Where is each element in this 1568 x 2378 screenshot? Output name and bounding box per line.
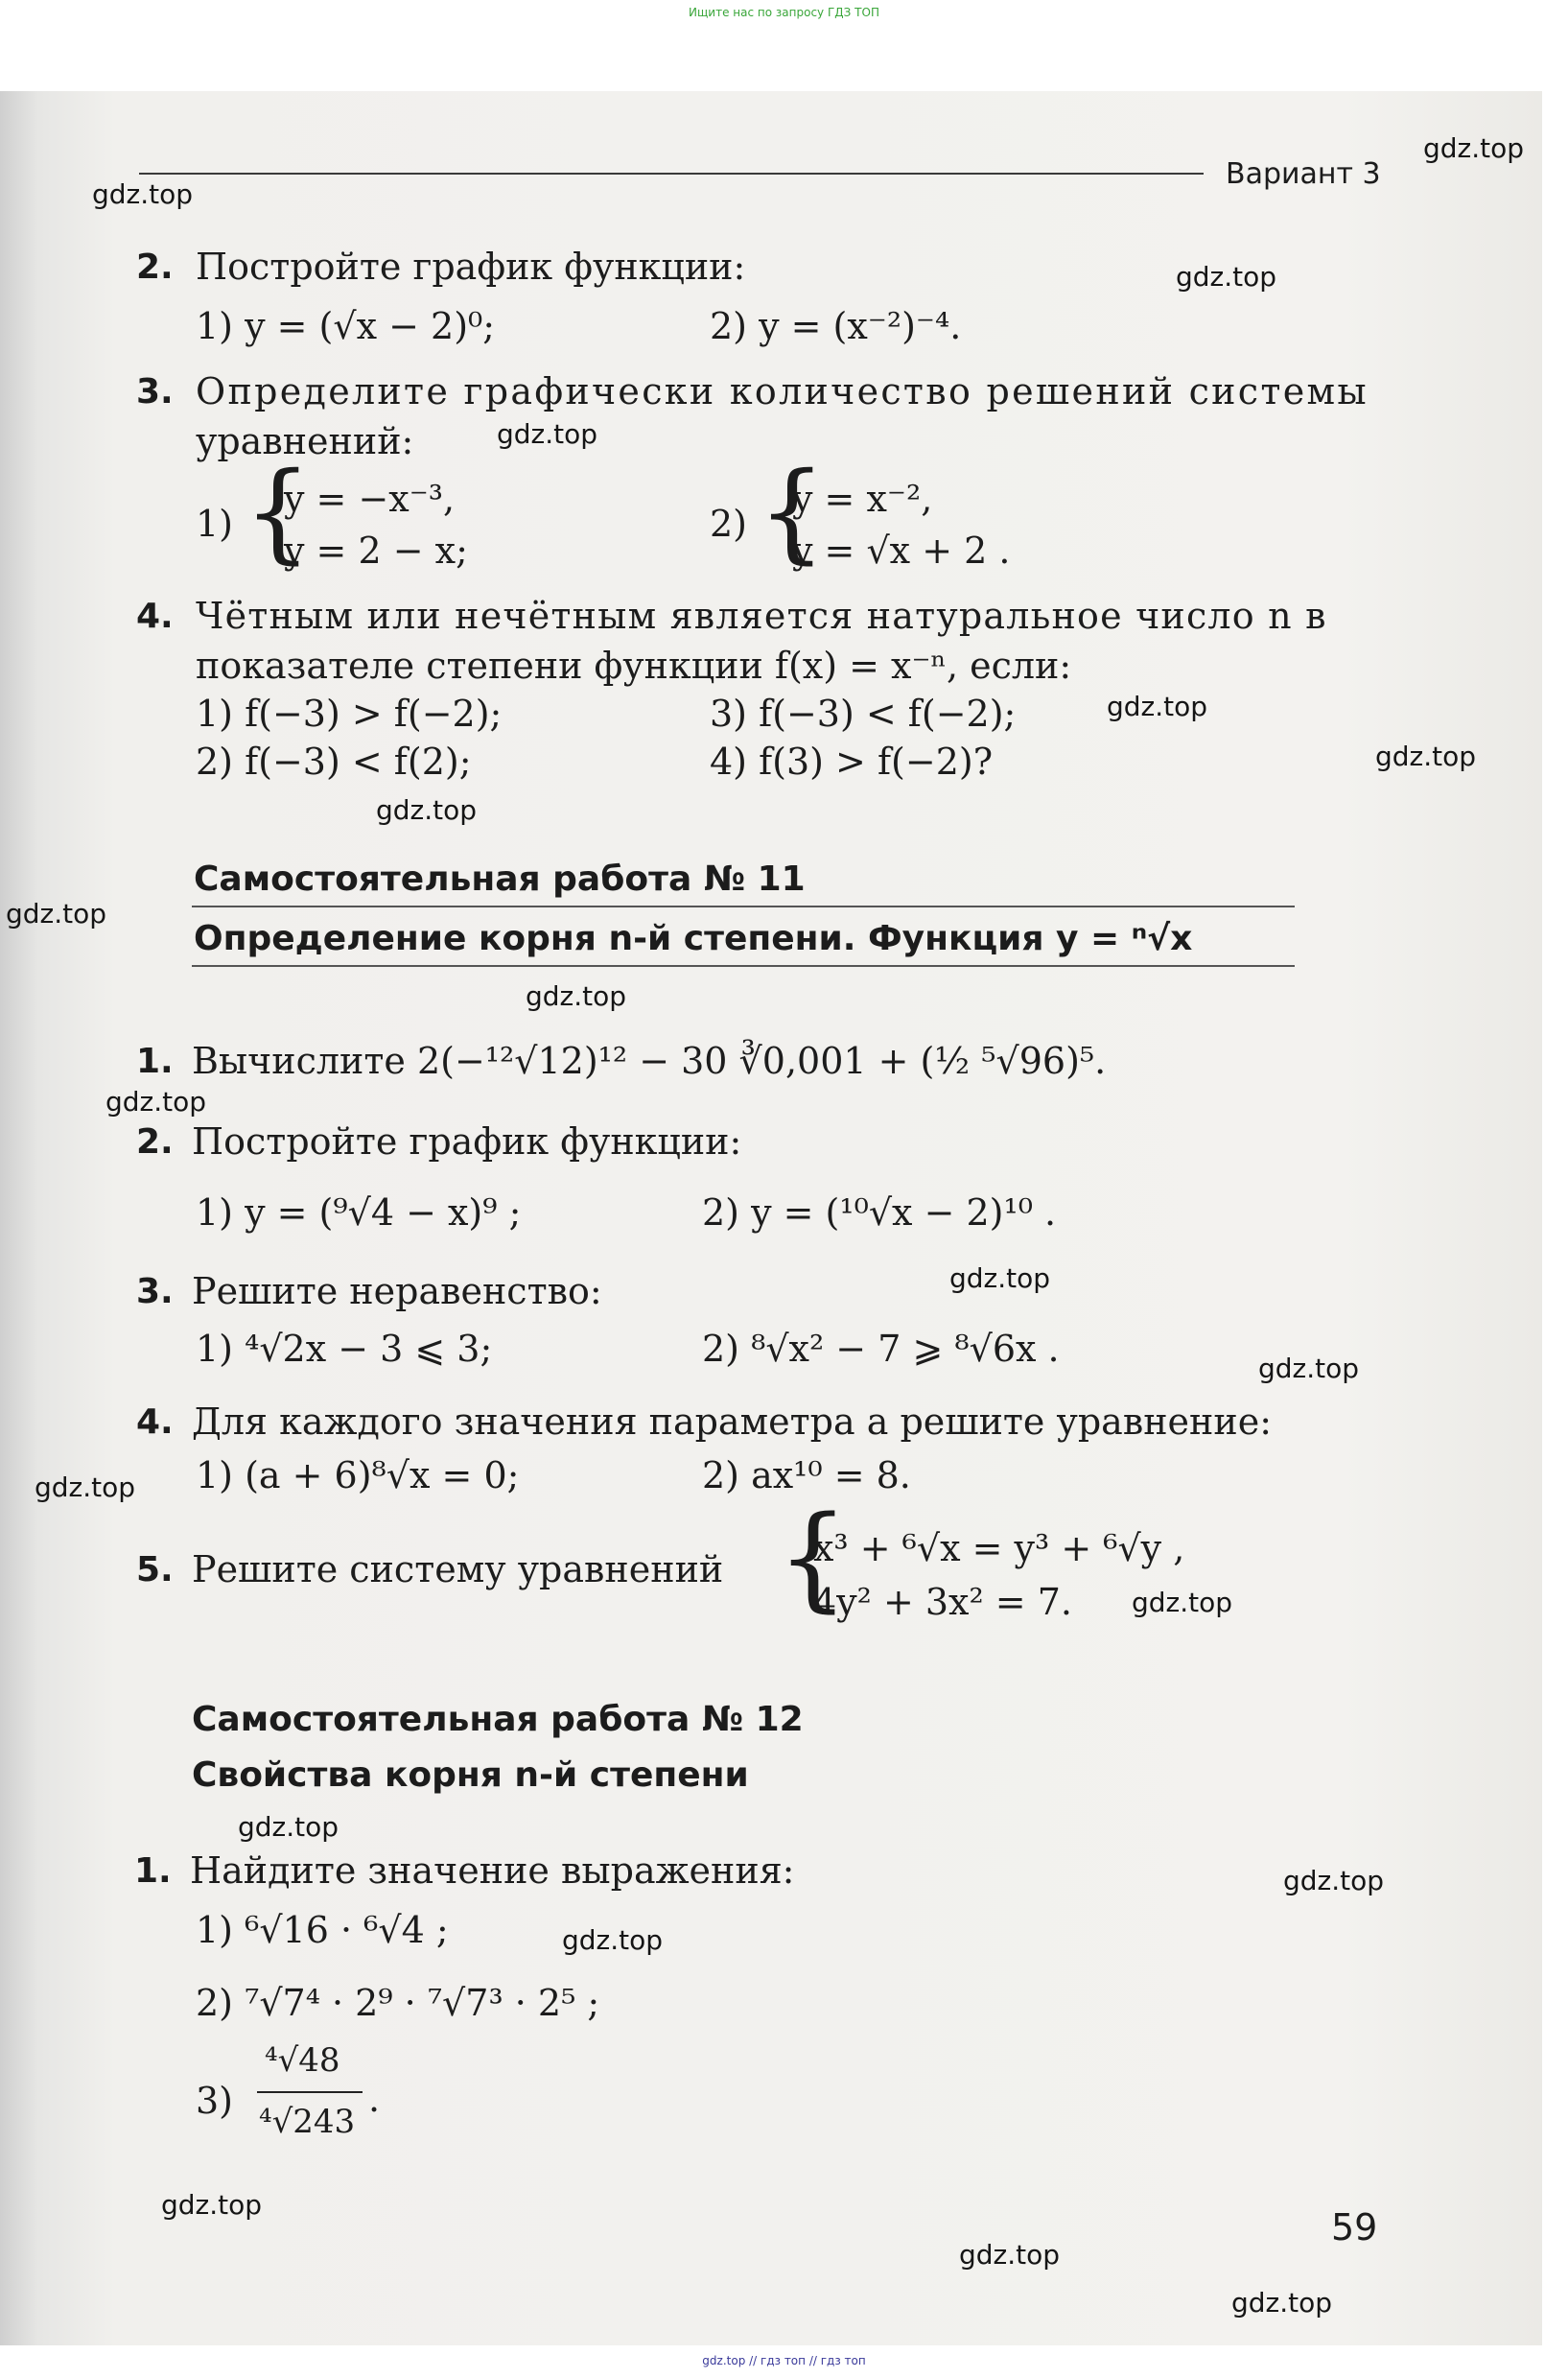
task-item: 1) y = (√x − 2)⁰; [196,305,496,347]
task-item: 2) ax¹⁰ = 8. [702,1454,911,1496]
task-option: 3) f(−3) < f(−2); [710,693,1017,735]
task-number: 2. [136,247,174,287]
watermark: gdz.top [6,898,107,930]
task-item: 2) ⁷√7⁴ · 2⁹ · ⁷√7³ · 2⁵ ; [196,1982,600,2024]
watermark: gdz.top [105,1086,207,1118]
header-rule [139,173,1204,175]
variant-label: Вариант 3 [1226,157,1381,191]
watermark: gdz.top [959,2239,1061,2271]
watermark: gdz.top [1375,741,1477,772]
task-text: Решите неравенство: [192,1270,602,1312]
section-title: Самостоятельная работа № 12 [192,1700,804,1739]
task-number: 1. [134,1851,172,1891]
section-rule [192,965,1295,967]
watermark: gdz.top [238,1811,339,1843]
watermark: gdz.top [497,418,598,450]
watermark: gdz.top [92,178,194,210]
task-text: Определите графически количество решений системы [196,370,1369,412]
watermark: gdz.top [1283,1865,1385,1896]
section-rule [192,906,1295,907]
section-subtitle: Свойства корня n-й степени [192,1755,749,1795]
task-item: 2) ⁸√x² − 7 ⩾ ⁸√6x . [702,1328,1060,1370]
task-text: уравнений: [196,420,414,462]
task-text: показателе степени функции f(x) = x⁻ⁿ, если: [196,645,1072,687]
task-item: 1) ⁴√2x − 3 ⩽ 3; [196,1328,493,1370]
system-equation: 4y² + 3x² = 7. [813,1581,1072,1623]
watermark: gdz.top [376,794,478,826]
task-option: 1) f(−3) > f(−2); [196,693,503,735]
task-option: 4) f(3) > f(−2)? [710,741,994,783]
task-item: 1) y = (⁹√4 − x)⁹ ; [196,1191,522,1234]
fraction-bar [257,2091,363,2093]
watermark: gdz.top [35,1472,136,1503]
watermark: gdz.top [1423,132,1525,164]
system-equation: y = x⁻², [792,478,933,520]
watermark: gdz.top [1258,1353,1360,1384]
system-equation: y = −x⁻³, [284,478,456,520]
system-equation: y = √x + 2 . [792,530,1011,572]
fraction-end: . [368,2078,381,2120]
system-equation: x³ + ⁶√x = y³ + ⁶√y , [813,1527,1185,1569]
left-brace: { [777,1491,850,1623]
task-number: 4. [136,1402,174,1442]
bottom-banner: gdz.top // гдз топ // гдз топ [702,2354,866,2367]
fraction-numerator: ⁴√48 [265,2041,340,2080]
watermark: gdz.top [1132,1587,1233,1618]
task-text: Для каждого значения параметра a решите уравнение: [192,1401,1272,1443]
task-item: 1) ⁶√16 · ⁶√4 ; [196,1909,449,1951]
task-number: 1. [136,1042,174,1081]
task-text: Найдите значение выражения: [190,1849,795,1892]
task-item: 2) y = (x⁻²)⁻⁴. [710,305,962,347]
section-title: Самостоятельная работа № 11 [194,859,806,899]
task-number: 2. [136,1122,174,1162]
task-text: Решите систему уравнений [192,1548,724,1590]
task-number: 3. [136,372,174,412]
task-item: 2) y = (¹⁰√x − 2)¹⁰ . [702,1191,1057,1234]
fraction-denominator: ⁴√243 [259,2103,356,2141]
task-number: 4. [136,597,174,636]
watermark: gdz.top [949,1262,1051,1294]
task-text: Чётным или нечётным является натуральное число n в [196,595,1327,637]
task-item: 1) (a + 6)⁸√x = 0; [196,1454,520,1496]
top-banner: Ищите нас по запросу ГДЗ ТОП [689,6,879,19]
system-label: 1) [196,503,234,545]
system-equation: y = 2 − x; [284,530,468,572]
page-number: 59 [1331,2206,1378,2249]
task-number: 5. [136,1550,174,1589]
left-brace: { [758,450,827,575]
watermark: gdz.top [1107,691,1208,722]
system-label: 2) [710,503,748,545]
task-text: Постройте график функции: [196,246,746,288]
watermark: gdz.top [1176,261,1277,293]
watermark: gdz.top [562,1924,664,1956]
task-number: 3. [136,1272,174,1311]
left-brace: { [244,450,313,575]
task-text: Постройте график функции: [192,1120,742,1163]
watermark: gdz.top [161,2189,263,2221]
task-text: Вычислите 2(−¹²√12)¹² − 30 ∛0,001 + (½ ⁵√96)⁵. [192,1040,1107,1082]
watermark: gdz.top [526,980,627,1012]
task-item-label: 3) [196,2080,234,2122]
watermark: gdz.top [1231,2287,1333,2319]
section-subtitle: Определение корня n-й степени. Функция y = ⁿ√x [194,919,1193,958]
task-option: 2) f(−3) < f(2); [196,741,472,783]
